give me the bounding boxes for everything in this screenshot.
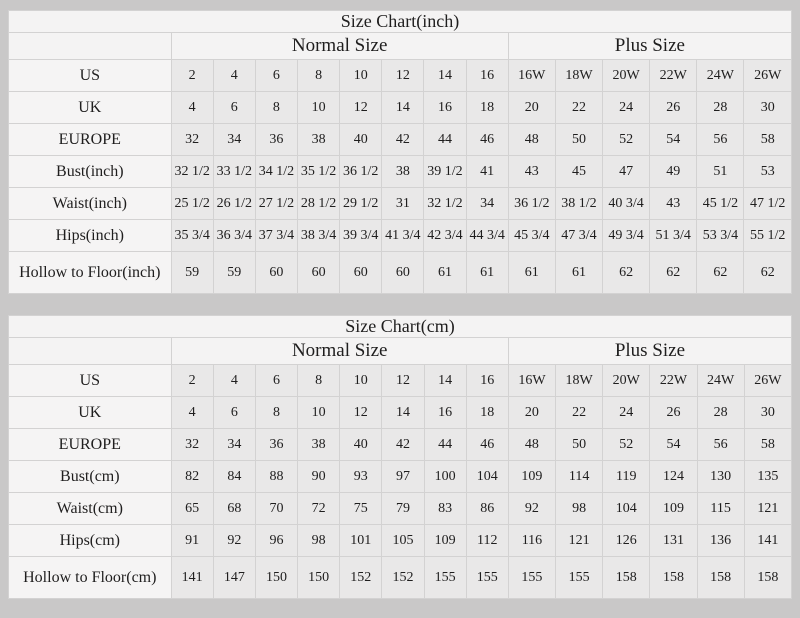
size-value-cell: 61: [424, 252, 466, 294]
size-value-cell: 158: [603, 557, 650, 599]
size-value-cell: 124: [650, 461, 697, 493]
size-value-cell: 6: [255, 60, 297, 92]
size-value-cell: 44: [424, 429, 466, 461]
size-value-cell: 49: [650, 156, 697, 188]
size-value-cell: 16W: [508, 365, 555, 397]
size-value-cell: 24: [603, 397, 650, 429]
size-value-cell: 116: [508, 525, 555, 557]
row-label: US: [9, 365, 172, 397]
size-value-cell: 36 1/2: [340, 156, 382, 188]
row-label: Hips(inch): [9, 220, 172, 252]
size-value-cell: 60: [340, 252, 382, 294]
size-value-cell: 10: [298, 397, 340, 429]
size-value-cell: 48: [508, 124, 555, 156]
size-value-cell: 109: [650, 493, 697, 525]
size-value-cell: 83: [424, 493, 466, 525]
size-value-cell: 22W: [650, 60, 697, 92]
size-value-cell: 51 3/4: [650, 220, 697, 252]
size-value-cell: 84: [213, 461, 255, 493]
size-value-cell: 4: [171, 92, 213, 124]
size-value-cell: 6: [213, 397, 255, 429]
table-row: [9, 60, 792, 92]
row-label: Hollow to Floor(inch): [9, 252, 172, 294]
size-value-cell: 61: [466, 252, 508, 294]
row-label: Waist(cm): [9, 493, 172, 525]
table-title: Size Chart(inch): [9, 11, 792, 33]
size-value-cell: 18W: [555, 60, 602, 92]
table-title: Size Chart(cm): [9, 316, 792, 338]
size-value-cell: 20W: [603, 60, 650, 92]
size-value-cell: 121: [744, 493, 791, 525]
row-label: UK: [9, 397, 172, 429]
size-value-cell: 24: [603, 92, 650, 124]
size-value-cell: 26: [650, 92, 697, 124]
size-value-cell: 28: [697, 92, 744, 124]
size-value-cell: 38 1/2: [555, 188, 602, 220]
group-header-normal-size: Normal Size: [171, 33, 508, 60]
size-value-cell: 40: [340, 124, 382, 156]
size-value-cell: 155: [466, 557, 508, 599]
size-value-cell: 35 1/2: [298, 156, 340, 188]
size-value-cell: 36 1/2: [508, 188, 555, 220]
size-value-cell: 155: [556, 557, 603, 599]
size-value-cell: 93: [340, 461, 382, 493]
size-value-cell: 42 3/4: [424, 220, 466, 252]
size-value-cell: 98: [556, 493, 603, 525]
size-value-cell: 59: [171, 252, 213, 294]
table-row: [9, 365, 792, 397]
size-value-cell: 72: [298, 493, 340, 525]
size-value-cell: 4: [171, 397, 213, 429]
size-chart-tables-root: [8, 10, 792, 599]
size-value-cell: 2: [171, 60, 213, 92]
size-value-cell: 50: [556, 429, 603, 461]
size-value-cell: 100: [424, 461, 466, 493]
row-label: Bust(inch): [9, 156, 172, 188]
size-value-cell: 82: [171, 461, 213, 493]
size-value-cell: 155: [424, 557, 466, 599]
size-value-cell: 29 1/2: [340, 188, 382, 220]
size-value-cell: 104: [603, 493, 650, 525]
row-label: US: [9, 60, 172, 92]
table-row: [9, 461, 792, 493]
size-value-cell: 20: [508, 397, 555, 429]
size-value-cell: 26: [650, 397, 697, 429]
size-value-cell: 24W: [697, 365, 744, 397]
size-value-cell: 36: [255, 429, 297, 461]
size-value-cell: 115: [697, 493, 744, 525]
size-value-cell: 18: [466, 397, 508, 429]
size-value-cell: 40 3/4: [603, 188, 650, 220]
size-chart-table-inch: [8, 10, 792, 294]
size-value-cell: 49 3/4: [603, 220, 650, 252]
size-value-cell: 32 1/2: [424, 188, 466, 220]
size-value-cell: 92: [508, 493, 555, 525]
corner-cell: [9, 33, 172, 60]
size-value-cell: 58: [744, 429, 791, 461]
size-value-cell: 26 1/2: [213, 188, 255, 220]
size-value-cell: 38 3/4: [298, 220, 340, 252]
size-value-cell: 70: [255, 493, 297, 525]
size-value-cell: 45: [555, 156, 602, 188]
size-value-cell: 18W: [556, 365, 603, 397]
size-value-cell: 30: [744, 397, 791, 429]
size-value-cell: 46: [466, 124, 508, 156]
size-value-cell: 96: [255, 525, 297, 557]
size-value-cell: 12: [382, 60, 424, 92]
size-value-cell: 60: [298, 252, 340, 294]
size-value-cell: 38: [298, 124, 340, 156]
size-value-cell: 131: [650, 525, 697, 557]
size-value-cell: 34: [466, 188, 508, 220]
size-value-cell: 92: [213, 525, 255, 557]
size-value-cell: 126: [603, 525, 650, 557]
size-value-cell: 68: [213, 493, 255, 525]
size-value-cell: 79: [382, 493, 424, 525]
size-value-cell: 56: [697, 124, 744, 156]
table-row: [9, 493, 792, 525]
size-value-cell: 10: [298, 92, 340, 124]
group-header-normal-size: Normal Size: [171, 338, 508, 365]
size-value-cell: 61: [508, 252, 555, 294]
size-value-cell: 51: [697, 156, 744, 188]
size-value-cell: 105: [382, 525, 424, 557]
size-value-cell: 33 1/2: [213, 156, 255, 188]
group-header-plus-size: Plus Size: [508, 33, 791, 60]
row-label: Hollow to Floor(cm): [9, 557, 172, 599]
size-value-cell: 98: [298, 525, 340, 557]
size-value-cell: 8: [255, 397, 297, 429]
size-value-cell: 56: [697, 429, 744, 461]
size-value-cell: 44: [424, 124, 466, 156]
size-value-cell: 22: [555, 92, 602, 124]
size-value-cell: 46: [466, 429, 508, 461]
size-value-cell: 91: [171, 525, 213, 557]
group-header-row: [9, 33, 792, 60]
size-value-cell: 53: [744, 156, 792, 188]
size-value-cell: 62: [603, 252, 650, 294]
size-value-cell: 112: [466, 525, 508, 557]
size-value-cell: 14: [424, 365, 466, 397]
size-value-cell: 47 1/2: [744, 188, 792, 220]
row-label: EUROPE: [9, 429, 172, 461]
row-label: Bust(cm): [9, 461, 172, 493]
size-value-cell: 158: [744, 557, 791, 599]
size-value-cell: 42: [382, 429, 424, 461]
size-value-cell: 39 1/2: [424, 156, 466, 188]
table-title-row: [9, 11, 792, 33]
size-value-cell: 45 3/4: [508, 220, 555, 252]
size-value-cell: 16: [466, 60, 508, 92]
row-label: UK: [9, 92, 172, 124]
size-value-cell: 18: [466, 92, 508, 124]
table-row: [9, 156, 792, 188]
size-value-cell: 47 3/4: [555, 220, 602, 252]
size-value-cell: 104: [466, 461, 508, 493]
size-value-cell: 24W: [697, 60, 744, 92]
size-value-cell: 54: [650, 429, 697, 461]
size-value-cell: 32: [171, 124, 213, 156]
size-value-cell: 58: [744, 124, 792, 156]
size-value-cell: 34: [213, 124, 255, 156]
size-value-cell: 39 3/4: [340, 220, 382, 252]
size-value-cell: 60: [382, 252, 424, 294]
size-value-cell: 54: [650, 124, 697, 156]
size-value-cell: 35 3/4: [171, 220, 213, 252]
size-value-cell: 90: [298, 461, 340, 493]
size-chart-table-cm: [8, 315, 792, 599]
size-value-cell: 62: [650, 252, 697, 294]
size-value-cell: 121: [556, 525, 603, 557]
size-value-cell: 14: [382, 92, 424, 124]
size-value-cell: 34: [213, 429, 255, 461]
size-value-cell: 47: [603, 156, 650, 188]
size-value-cell: 97: [382, 461, 424, 493]
size-value-cell: 26W: [744, 365, 791, 397]
size-value-cell: 135: [744, 461, 791, 493]
size-value-cell: 65: [171, 493, 213, 525]
table-title-row: [9, 316, 792, 338]
size-value-cell: 44 3/4: [466, 220, 508, 252]
table-row: [9, 188, 792, 220]
row-label: EUROPE: [9, 124, 172, 156]
size-value-cell: 22: [556, 397, 603, 429]
row-label: Hips(cm): [9, 525, 172, 557]
table-row: [9, 557, 792, 599]
size-value-cell: 150: [298, 557, 340, 599]
table-row: [9, 220, 792, 252]
size-value-cell: 75: [340, 493, 382, 525]
size-value-cell: 8: [298, 365, 340, 397]
size-value-cell: 34 1/2: [255, 156, 297, 188]
table-row: [9, 429, 792, 461]
size-value-cell: 8: [298, 60, 340, 92]
size-value-cell: 114: [556, 461, 603, 493]
size-value-cell: 53 3/4: [697, 220, 744, 252]
size-value-cell: 41 3/4: [382, 220, 424, 252]
table-row: [9, 525, 792, 557]
size-value-cell: 158: [650, 557, 697, 599]
size-value-cell: 52: [603, 124, 650, 156]
size-value-cell: 43: [508, 156, 555, 188]
size-value-cell: 12: [340, 397, 382, 429]
size-value-cell: 52: [603, 429, 650, 461]
size-value-cell: 50: [555, 124, 602, 156]
size-value-cell: 10: [340, 60, 382, 92]
size-value-cell: 150: [255, 557, 297, 599]
size-value-cell: 16W: [508, 60, 555, 92]
table-row: [9, 124, 792, 156]
size-value-cell: 14: [382, 397, 424, 429]
size-value-cell: 36 3/4: [213, 220, 255, 252]
size-value-cell: 20: [508, 92, 555, 124]
size-value-cell: 30: [744, 92, 792, 124]
size-value-cell: 147: [213, 557, 255, 599]
size-value-cell: 31: [382, 188, 424, 220]
size-value-cell: 101: [340, 525, 382, 557]
size-value-cell: 55 1/2: [744, 220, 792, 252]
size-value-cell: 32: [171, 429, 213, 461]
size-value-cell: 22W: [650, 365, 697, 397]
size-value-cell: 10: [340, 365, 382, 397]
size-value-cell: 60: [255, 252, 297, 294]
size-value-cell: 61: [555, 252, 602, 294]
size-value-cell: 27 1/2: [255, 188, 297, 220]
size-value-cell: 48: [508, 429, 555, 461]
corner-cell: [9, 338, 172, 365]
size-value-cell: 32 1/2: [171, 156, 213, 188]
table-row: [9, 397, 792, 429]
size-value-cell: 25 1/2: [171, 188, 213, 220]
size-value-cell: 4: [213, 365, 255, 397]
size-value-cell: 16: [466, 365, 508, 397]
size-value-cell: 130: [697, 461, 744, 493]
size-value-cell: 42: [382, 124, 424, 156]
table-row: [9, 92, 792, 124]
row-label: Waist(inch): [9, 188, 172, 220]
size-value-cell: 141: [171, 557, 213, 599]
group-header-plus-size: Plus Size: [508, 338, 791, 365]
size-value-cell: 109: [424, 525, 466, 557]
size-value-cell: 152: [340, 557, 382, 599]
size-value-cell: 45 1/2: [697, 188, 744, 220]
size-value-cell: 136: [697, 525, 744, 557]
group-header-row: [9, 338, 792, 365]
size-value-cell: 28: [697, 397, 744, 429]
size-value-cell: 158: [697, 557, 744, 599]
size-value-cell: 36: [255, 124, 297, 156]
size-value-cell: 41: [466, 156, 508, 188]
table-row: [9, 252, 792, 294]
size-value-cell: 38: [298, 429, 340, 461]
size-value-cell: 16: [424, 397, 466, 429]
size-value-cell: 152: [382, 557, 424, 599]
size-value-cell: 8: [255, 92, 297, 124]
size-value-cell: 62: [697, 252, 744, 294]
size-value-cell: 28 1/2: [298, 188, 340, 220]
size-value-cell: 40: [340, 429, 382, 461]
size-value-cell: 2: [171, 365, 213, 397]
size-value-cell: 62: [744, 252, 792, 294]
size-value-cell: 12: [340, 92, 382, 124]
size-value-cell: 119: [603, 461, 650, 493]
size-value-cell: 12: [382, 365, 424, 397]
size-value-cell: 141: [744, 525, 791, 557]
size-value-cell: 88: [255, 461, 297, 493]
size-value-cell: 109: [508, 461, 555, 493]
size-value-cell: 14: [424, 60, 466, 92]
size-value-cell: 26W: [744, 60, 792, 92]
size-value-cell: 37 3/4: [255, 220, 297, 252]
size-value-cell: 4: [213, 60, 255, 92]
size-value-cell: 16: [424, 92, 466, 124]
size-value-cell: 43: [650, 188, 697, 220]
size-value-cell: 6: [213, 92, 255, 124]
size-value-cell: 38: [382, 156, 424, 188]
size-value-cell: 59: [213, 252, 255, 294]
size-value-cell: 20W: [603, 365, 650, 397]
size-value-cell: 155: [508, 557, 555, 599]
size-value-cell: 6: [255, 365, 297, 397]
size-value-cell: 86: [466, 493, 508, 525]
